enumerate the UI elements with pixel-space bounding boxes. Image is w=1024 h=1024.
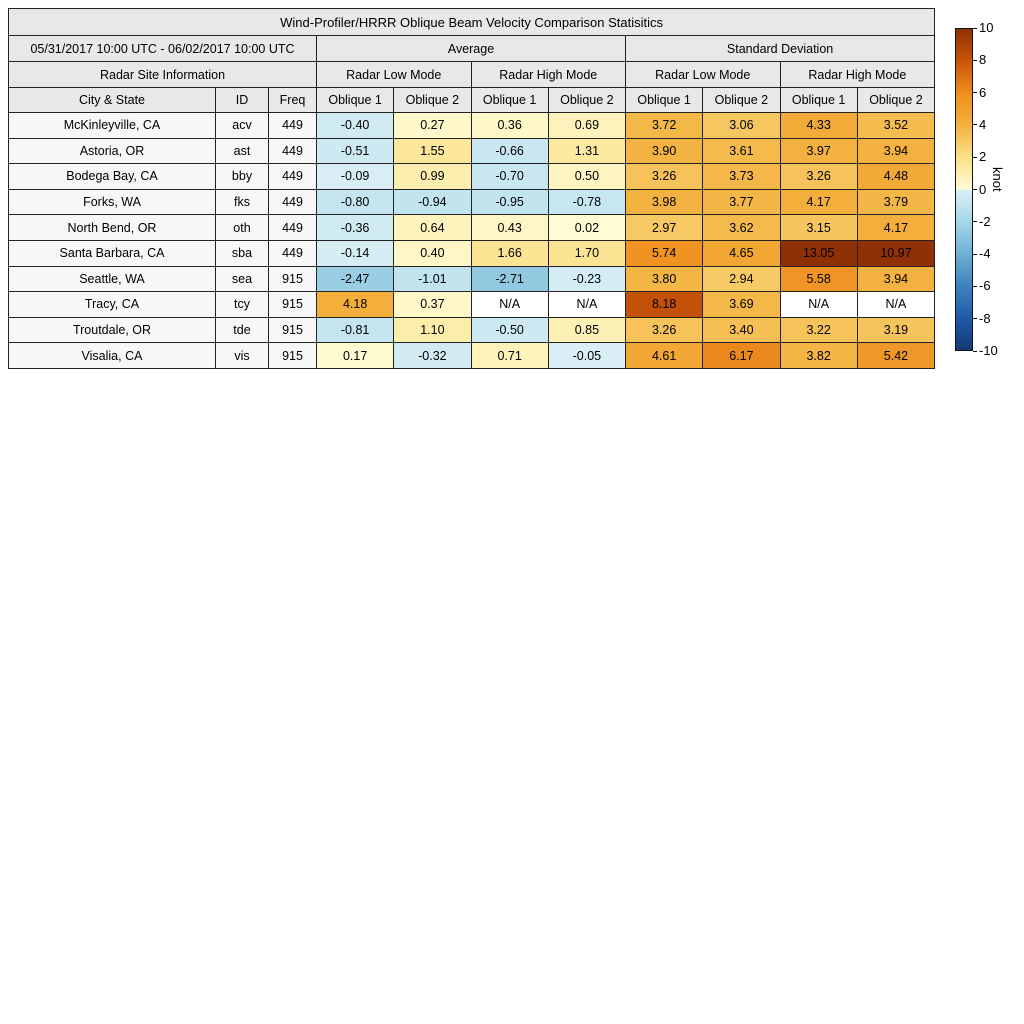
table-row — [9, 343, 935, 369]
freq-cell: 449 — [269, 240, 317, 266]
value-cell: 3.62 — [703, 215, 780, 241]
value-cell: -0.32 — [394, 343, 471, 369]
value-cell: 3.52 — [857, 113, 934, 139]
value-cell: 6.17 — [703, 343, 780, 369]
value-cell: 0.17 — [317, 343, 394, 369]
group-header-average: Average — [317, 36, 626, 62]
table-row — [9, 138, 935, 164]
id-cell: vis — [216, 343, 269, 369]
value-cell: 5.58 — [780, 266, 857, 292]
freq-cell: 449 — [269, 189, 317, 215]
col-header-oblique: Oblique 1 — [317, 88, 394, 113]
mode-header-std-high: Radar High Mode — [780, 62, 935, 88]
value-cell: 13.05 — [780, 240, 857, 266]
value-cell: 3.82 — [780, 343, 857, 369]
colorbar-tick-label: 4 — [979, 116, 987, 132]
value-cell: 0.02 — [548, 215, 625, 241]
value-cell: 3.79 — [857, 189, 934, 215]
value-cell: 0.27 — [394, 113, 471, 139]
col-header-freq: Freq — [269, 88, 317, 113]
site-info-header: Radar Site Information — [9, 62, 317, 88]
value-cell: 3.19 — [857, 317, 934, 343]
value-cell: -0.80 — [317, 189, 394, 215]
table-row — [9, 113, 935, 139]
value-cell: -0.94 — [394, 189, 471, 215]
freq-cell: 449 — [269, 215, 317, 241]
value-cell: -1.01 — [394, 266, 471, 292]
value-cell: 3.40 — [703, 317, 780, 343]
colorbar-tick-mark — [973, 189, 977, 190]
freq-cell: 449 — [269, 164, 317, 190]
value-cell: 4.18 — [317, 292, 394, 318]
value-cell: -2.71 — [471, 266, 548, 292]
value-cell: 3.15 — [780, 215, 857, 241]
table-row — [9, 189, 935, 215]
value-cell: 4.61 — [626, 343, 703, 369]
stats-table — [8, 8, 935, 369]
value-cell: -0.51 — [317, 138, 394, 164]
city-cell: Santa Barbara, CA — [9, 240, 216, 266]
table-row — [9, 215, 935, 241]
value-cell: -0.09 — [317, 164, 394, 190]
colorbar-tick-mark — [973, 92, 977, 93]
col-header-oblique: Oblique 2 — [394, 88, 471, 113]
mode-header-avg-high: Radar High Mode — [471, 62, 626, 88]
value-cell: 3.97 — [780, 138, 857, 164]
colorbar-tick-label: 0 — [979, 181, 987, 197]
value-cell: 4.65 — [703, 240, 780, 266]
value-cell: -0.81 — [317, 317, 394, 343]
value-cell: -0.14 — [317, 240, 394, 266]
id-cell: fks — [216, 189, 269, 215]
value-cell: 3.80 — [626, 266, 703, 292]
colorbar-tick-mark — [973, 60, 977, 61]
colorbar-tick-label: 10 — [979, 20, 994, 35]
value-cell: -0.23 — [548, 266, 625, 292]
value-cell: 2.94 — [703, 266, 780, 292]
colorbar-tick-label: -10 — [979, 343, 998, 358]
value-cell: N/A — [471, 292, 548, 318]
city-cell: Seattle, WA — [9, 266, 216, 292]
group-header-row — [9, 36, 935, 62]
value-cell: 0.85 — [548, 317, 625, 343]
value-cell: 8.18 — [626, 292, 703, 318]
mode-header-std-low: Radar Low Mode — [626, 62, 781, 88]
value-cell: 0.43 — [471, 215, 548, 241]
value-cell: 4.17 — [780, 189, 857, 215]
city-cell: Astoria, OR — [9, 138, 216, 164]
value-cell: 3.26 — [780, 164, 857, 190]
colorbar-tick-mark — [973, 351, 977, 352]
value-cell: -0.50 — [471, 317, 548, 343]
value-cell: N/A — [857, 292, 934, 318]
value-cell: 3.22 — [780, 317, 857, 343]
value-cell: -2.47 — [317, 266, 394, 292]
value-cell: 3.72 — [626, 113, 703, 139]
city-cell: North Bend, OR — [9, 215, 216, 241]
col-header-oblique: Oblique 2 — [703, 88, 780, 113]
value-cell: N/A — [548, 292, 625, 318]
id-cell: acv — [216, 113, 269, 139]
id-cell: tde — [216, 317, 269, 343]
id-cell: tcy — [216, 292, 269, 318]
value-cell: 1.31 — [548, 138, 625, 164]
colorbar-tick-mark — [973, 318, 977, 319]
id-cell: oth — [216, 215, 269, 241]
value-cell: 3.94 — [857, 266, 934, 292]
value-cell: 4.33 — [780, 113, 857, 139]
table-body — [9, 113, 935, 369]
value-cell: 5.74 — [626, 240, 703, 266]
table-row — [9, 317, 935, 343]
value-cell: 3.94 — [857, 138, 934, 164]
value-cell: 3.90 — [626, 138, 703, 164]
title-row — [9, 9, 935, 36]
city-cell: Bodega Bay, CA — [9, 164, 216, 190]
value-cell: 3.73 — [703, 164, 780, 190]
value-cell: 0.37 — [394, 292, 471, 318]
value-cell: 3.69 — [703, 292, 780, 318]
value-cell: 0.99 — [394, 164, 471, 190]
col-header-oblique: Oblique 1 — [626, 88, 703, 113]
value-cell: 4.17 — [857, 215, 934, 241]
value-cell: 0.64 — [394, 215, 471, 241]
city-cell: McKinleyville, CA — [9, 113, 216, 139]
value-cell: -0.70 — [471, 164, 548, 190]
value-cell: 10.97 — [857, 240, 934, 266]
value-cell: 1.66 — [471, 240, 548, 266]
colorbar-tick-mark — [973, 254, 977, 255]
group-header-std-dev: Standard Deviation — [626, 36, 935, 62]
id-cell: sba — [216, 240, 269, 266]
page-title: Wind-Profiler/HRRR Oblique Beam Velocity Comparison Statisitics — [9, 9, 935, 36]
value-cell: 5.42 — [857, 343, 934, 369]
table-row — [9, 164, 935, 190]
col-header-oblique: Oblique 1 — [780, 88, 857, 113]
id-cell: bby — [216, 164, 269, 190]
value-cell: 0.71 — [471, 343, 548, 369]
city-cell: Tracy, CA — [9, 292, 216, 318]
value-cell: 4.48 — [857, 164, 934, 190]
colorbar-tick-mark — [973, 124, 977, 125]
value-cell: -0.05 — [548, 343, 625, 369]
value-cell: N/A — [780, 292, 857, 318]
value-cell: 3.06 — [703, 113, 780, 139]
column-header-row — [9, 88, 935, 113]
col-header-oblique: Oblique 1 — [471, 88, 548, 113]
colorbar-tick-mark — [973, 221, 977, 222]
freq-cell: 915 — [269, 343, 317, 369]
colorbar-tick-label: 6 — [979, 84, 987, 100]
colorbar-tick-label: -2 — [979, 213, 991, 229]
city-cell: Troutdale, OR — [9, 317, 216, 343]
value-cell: 3.61 — [703, 138, 780, 164]
id-cell: ast — [216, 138, 269, 164]
freq-cell: 449 — [269, 138, 317, 164]
value-cell: 3.26 — [626, 164, 703, 190]
col-header-id: ID — [216, 88, 269, 113]
value-cell: 0.69 — [548, 113, 625, 139]
freq-cell: 915 — [269, 317, 317, 343]
value-cell: 0.50 — [548, 164, 625, 190]
value-cell: -0.95 — [471, 189, 548, 215]
table-row — [9, 266, 935, 292]
col-header-oblique: Oblique 2 — [857, 88, 934, 113]
id-cell: sea — [216, 266, 269, 292]
value-cell: 1.70 — [548, 240, 625, 266]
value-cell: -0.78 — [548, 189, 625, 215]
freq-cell: 449 — [269, 113, 317, 139]
colorbar-tick-label: 8 — [979, 52, 987, 68]
value-cell: 1.10 — [394, 317, 471, 343]
value-cell: 3.77 — [703, 189, 780, 215]
freq-cell: 915 — [269, 292, 317, 318]
col-header-city: City & State — [9, 88, 216, 113]
value-cell: 0.40 — [394, 240, 471, 266]
colorbar — [955, 28, 973, 351]
colorbar-tick-label: 2 — [979, 149, 987, 165]
colorbar-tick-mark — [973, 286, 977, 287]
mode-header-avg-low: Radar Low Mode — [317, 62, 472, 88]
col-header-oblique: Oblique 2 — [548, 88, 625, 113]
colorbar-unit-label: knot — [990, 167, 1005, 192]
value-cell: -0.40 — [317, 113, 394, 139]
value-cell: 0.36 — [471, 113, 548, 139]
mode-header-row — [9, 62, 935, 88]
city-cell: Visalia, CA — [9, 343, 216, 369]
date-range: 05/31/2017 10:00 UTC - 06/02/2017 10:00 UTC — [9, 36, 317, 62]
value-cell: 1.55 — [394, 138, 471, 164]
colorbar-tick-label: -8 — [979, 310, 991, 326]
city-cell: Forks, WA — [9, 189, 216, 215]
colorbar-tick-mark — [973, 28, 977, 29]
value-cell: 3.26 — [626, 317, 703, 343]
value-cell: -0.36 — [317, 215, 394, 241]
table-row — [9, 292, 935, 318]
colorbar-tick-mark — [973, 157, 977, 158]
value-cell: -0.66 — [471, 138, 548, 164]
value-cell: 2.97 — [626, 215, 703, 241]
table-row — [9, 240, 935, 266]
value-cell: 3.98 — [626, 189, 703, 215]
colorbar-tick-label: -6 — [979, 278, 991, 294]
freq-cell: 915 — [269, 266, 317, 292]
colorbar-tick-label: -4 — [979, 246, 991, 262]
